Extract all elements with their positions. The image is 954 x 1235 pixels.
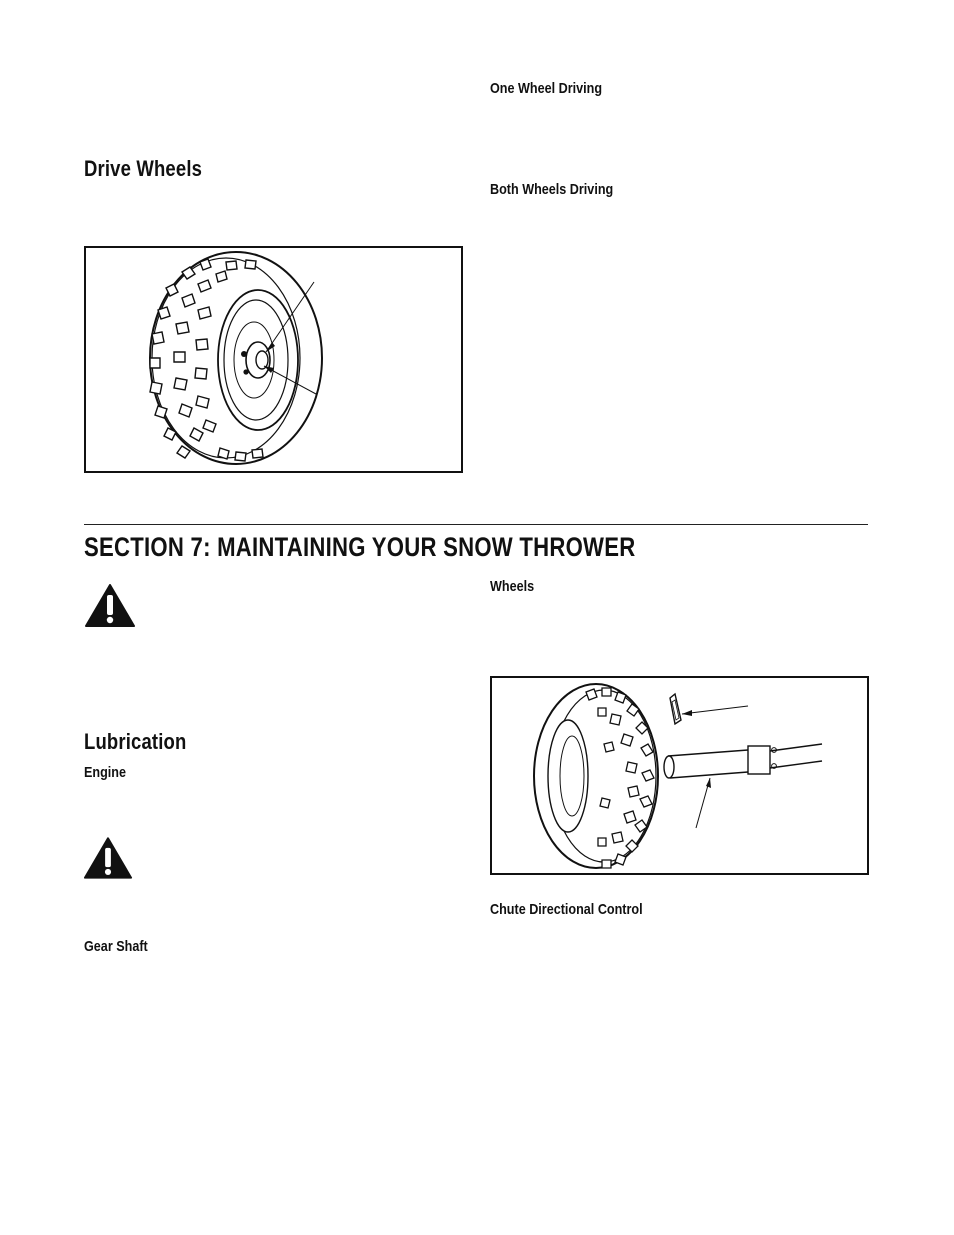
lubrication-heading: Lubrication <box>84 729 187 754</box>
section-title: SECTION 7: MAINTAINING YOUR SNOW THROWER <box>84 532 636 562</box>
gear-shaft-subheading: Gear Shaft <box>84 938 148 955</box>
chute-directional-control-subheading: Chute Directional Control <box>490 901 643 918</box>
drive-wheel-figure <box>84 246 463 473</box>
drive-wheels-heading: Drive Wheels <box>84 156 203 181</box>
engine-subheading: Engine <box>84 764 127 781</box>
wheel-axle-figure <box>490 676 869 875</box>
section-divider <box>84 524 868 525</box>
wheels-subheading: Wheels <box>490 578 535 595</box>
one-wheel-driving-subheading: One Wheel Driving <box>490 80 603 97</box>
both-wheels-driving-subheading: Both Wheels Driving <box>490 181 614 198</box>
wheel-with-hub-illustration <box>86 248 461 471</box>
warning-triangle-icon <box>83 836 133 880</box>
wheel-axle-illustration <box>492 678 867 873</box>
warning-triangle-icon <box>84 583 136 628</box>
